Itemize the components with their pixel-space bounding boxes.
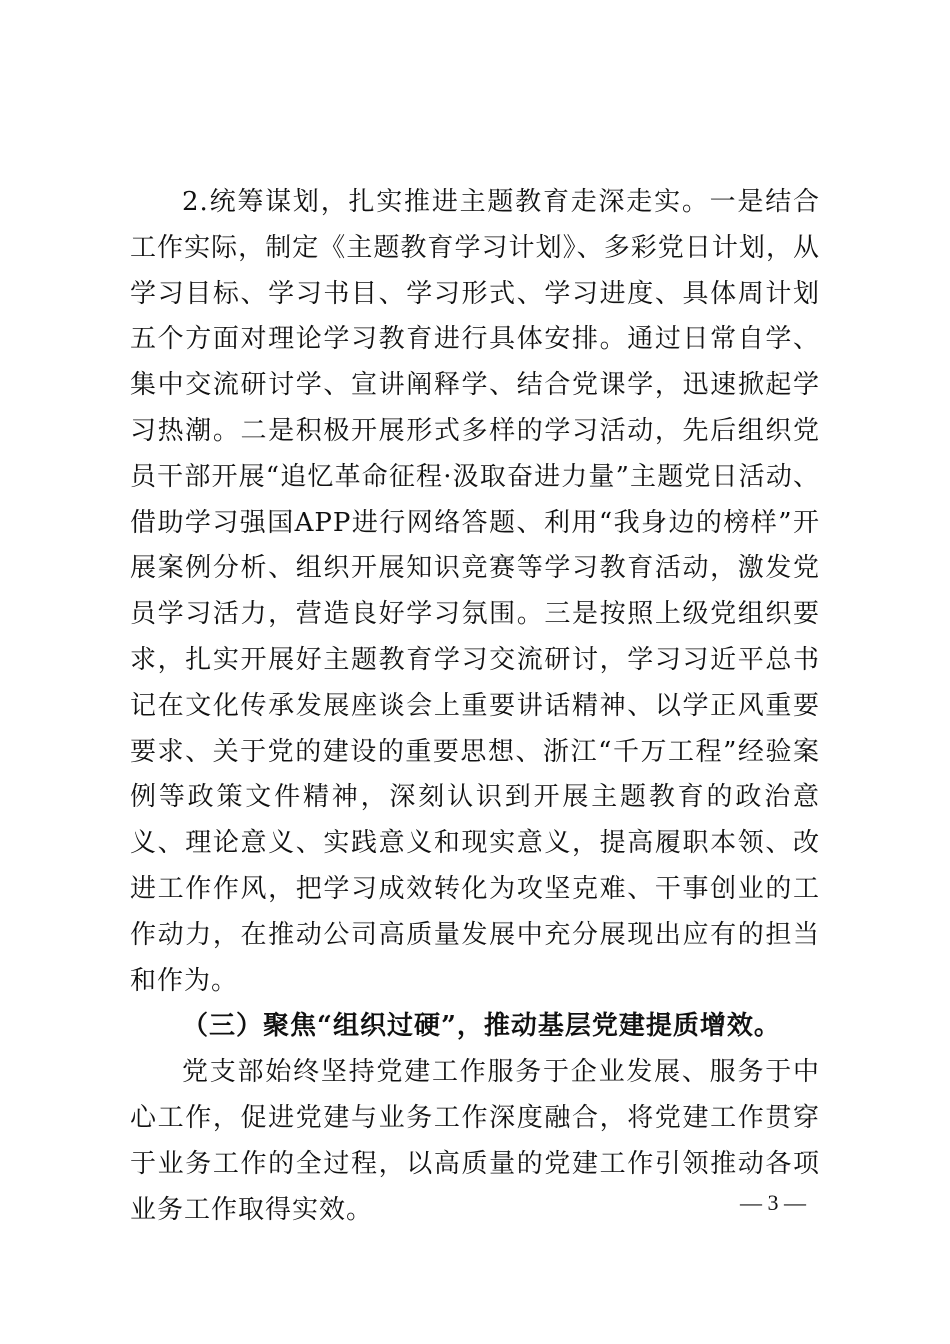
paragraph-study-planning: 2.统筹谋划，扎实推进主题教育走深走实。一是结合工作实际，制定《主题教育学习计划》、多彩党日计划，从学习目标、学习书目、学习形式、学习进度、具体周计划五个方面对理论学习教育进行具体安排。通过日常自学、集中交流研讨学、宣讲阐释学、结合党课学，迅速掀起学习热潮。二是积极开展形式多样的学习活动，先后组织党员干部开展“追忆革命征程·汲取奋进力量”主题党日活动、借助学习强国APP进行网络答题、利用“我身边的榜样”开展案例分析、组织开展知识竞赛等学习教育活动，激发党员学习活力，营造良好学习氛围。三是按照上级党组织要求，扎实开展好主题教育学习交流研讨，学习习近平总书记在文化传承发展座谈会上重要讲话精神、以学正风重要要求、关于党的建设的重要思想、浙江“千万工程”经验案例等政策文件精神，深刻认识到开展主题教育的政治意义、理论意义、实践意义和现实意义，提高履职本领、改进工作作风，把学习成效转化为攻坚克难、干事创业的工作动力，在推动公司高质量发展中充分展现出应有的担当和作为。 [130, 187, 820, 996]
paragraph-party-branch: 党支部始终坚持党建工作服务于企业发展、服务于中心工作，促进党建与业务工作深度融合，将党建工作贯穿于业务工作的全过程，以高质量的党建工作引领推动各项业务工作取得实效。 [130, 1057, 820, 1225]
document-body [130, 180, 820, 1233]
section-heading-organization: （三）聚焦“组织过硬”，推动基层党建提质增效。 [182, 1011, 781, 1042]
page-number: — 3 — [740, 1190, 806, 1215]
